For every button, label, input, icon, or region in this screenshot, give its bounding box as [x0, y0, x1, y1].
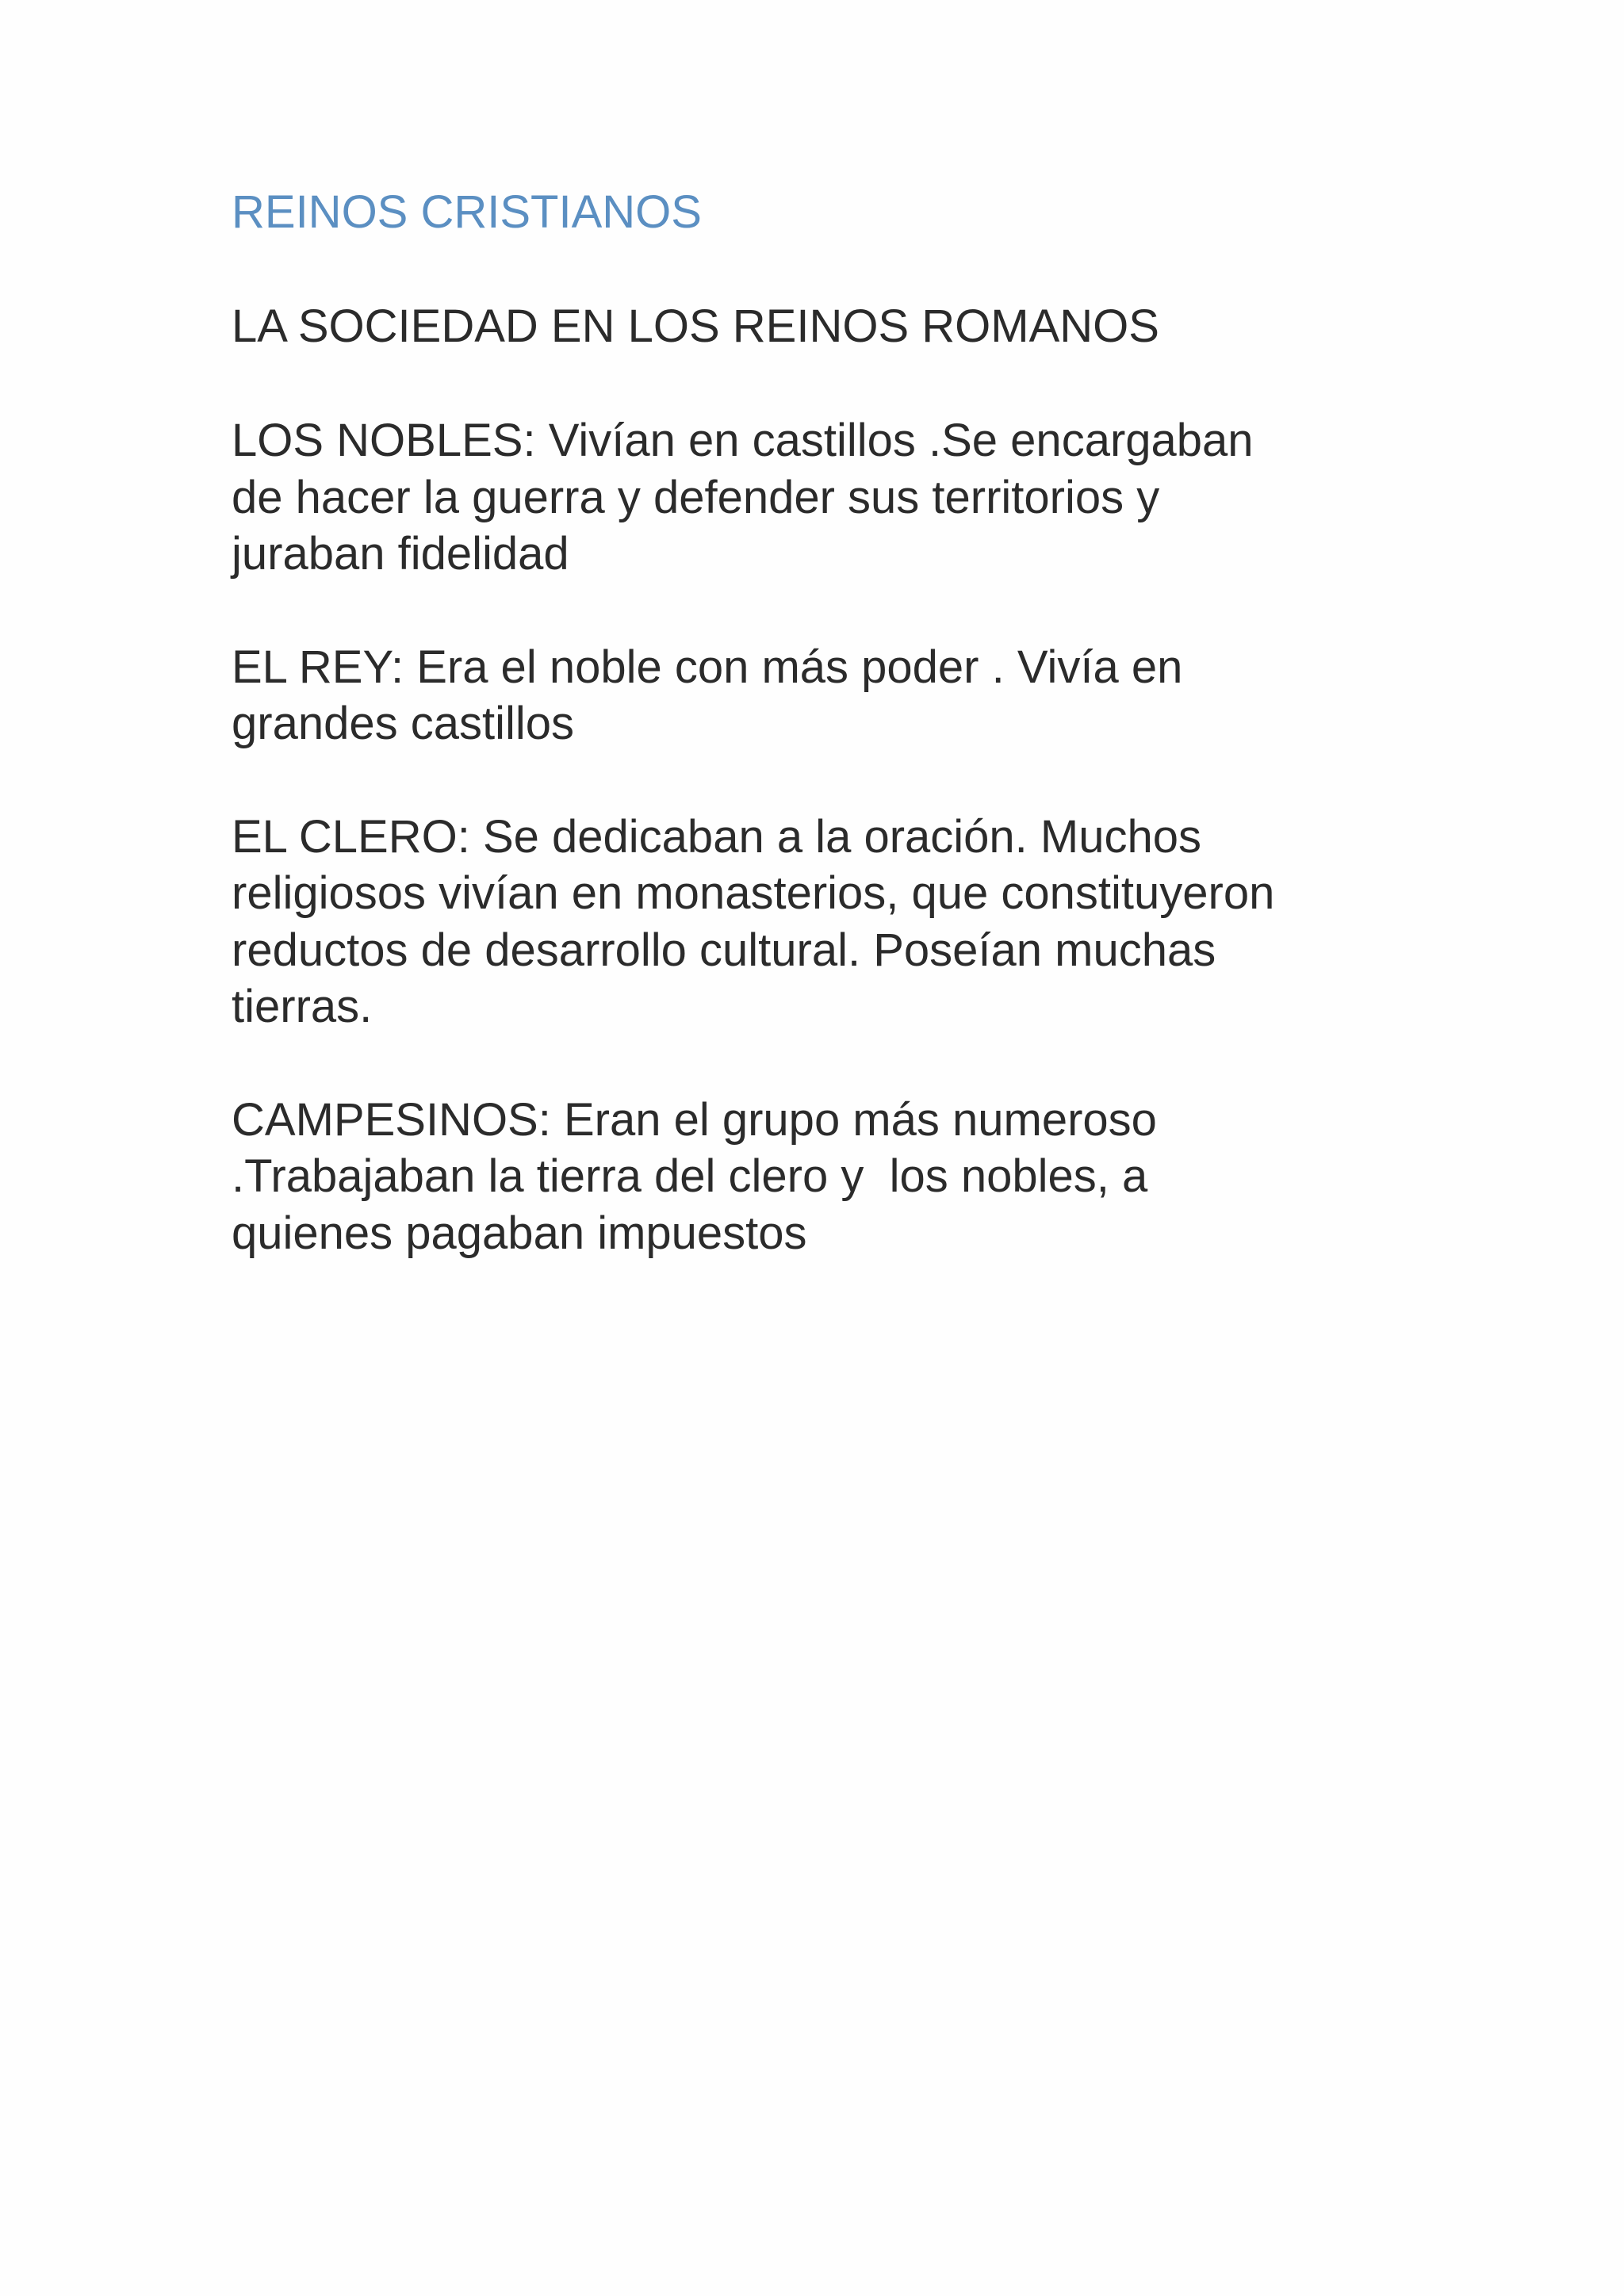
paragraph-line: de hacer la guerra y defender sus territorios y — [232, 471, 1160, 523]
paragraph-line: quienes pagaban impuestos — [232, 1207, 807, 1259]
paragraph-line: LOS NOBLES: Vivían en castillos .Se encargaban — [232, 415, 1254, 466]
paragraph-clero — [232, 809, 1421, 1035]
document-title: REINOS CRISTIANOS — [232, 186, 702, 238]
paragraph-rey — [232, 639, 1421, 752]
document-subtitle: LA SOCIEDAD EN LOS REINOS ROMANOS — [232, 300, 1159, 352]
paragraph-line: grandes castillos — [232, 698, 574, 749]
paragraph-line: tierras. — [232, 981, 373, 1032]
paragraph-line: EL CLERO: Se dedicaban a la oración. Muchos — [232, 810, 1201, 863]
paragraph-campesinos — [232, 1092, 1421, 1262]
paragraph-line: reductos de desarrollo cultural. Poseían muchas — [232, 924, 1216, 976]
paragraph-line: .Trabajaban la tierra del clero y los nobles, a — [232, 1150, 1148, 1202]
paragraph-nobles — [232, 412, 1421, 583]
paragraph-line: juraban fidelidad — [232, 528, 569, 580]
paragraph-line: CAMPESINOS: Eran el grupo más numeroso — [232, 1093, 1157, 1146]
paragraph-line: religiosos vivían en monasterios, que constituyeron — [232, 867, 1275, 919]
document-body — [232, 184, 1421, 1318]
paragraph-line: EL REY: Era el noble con más poder . Vivía en — [232, 641, 1183, 693]
